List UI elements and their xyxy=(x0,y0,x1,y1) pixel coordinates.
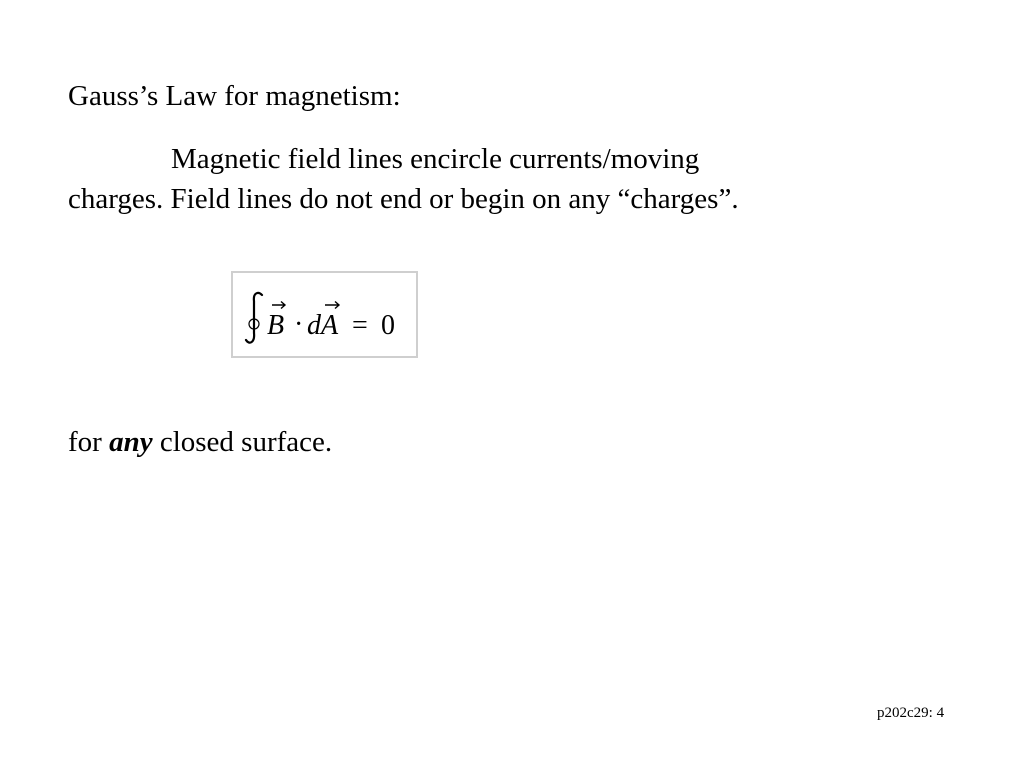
b-vector-arrow xyxy=(272,302,285,309)
a-vector-arrow xyxy=(325,302,339,309)
slide-footer: p202c29: 4 xyxy=(877,705,945,721)
closing-emphasis: any xyxy=(109,426,153,458)
closing-before: for xyxy=(68,426,110,458)
slide-paragraph xyxy=(68,139,868,219)
closing-after: closed surface. xyxy=(152,426,333,458)
integral-sign xyxy=(246,293,262,343)
equation-result: 0 xyxy=(381,310,395,341)
field-symbol: B xyxy=(267,310,285,341)
dot-operator: · xyxy=(294,309,304,340)
area-symbol: dA xyxy=(307,310,339,341)
slide-heading: Gauss’s Law for magnetism: xyxy=(68,80,401,112)
paragraph-line-2: charges. Field lines do not end or begin on any “charges”. xyxy=(68,183,739,215)
equals-sign: = xyxy=(352,310,368,341)
paragraph-line-1: Magnetic field lines encircle currents/moving xyxy=(171,143,700,175)
closing-text xyxy=(68,424,332,460)
equation-box xyxy=(231,271,418,358)
gauss-law-equation xyxy=(233,273,420,360)
